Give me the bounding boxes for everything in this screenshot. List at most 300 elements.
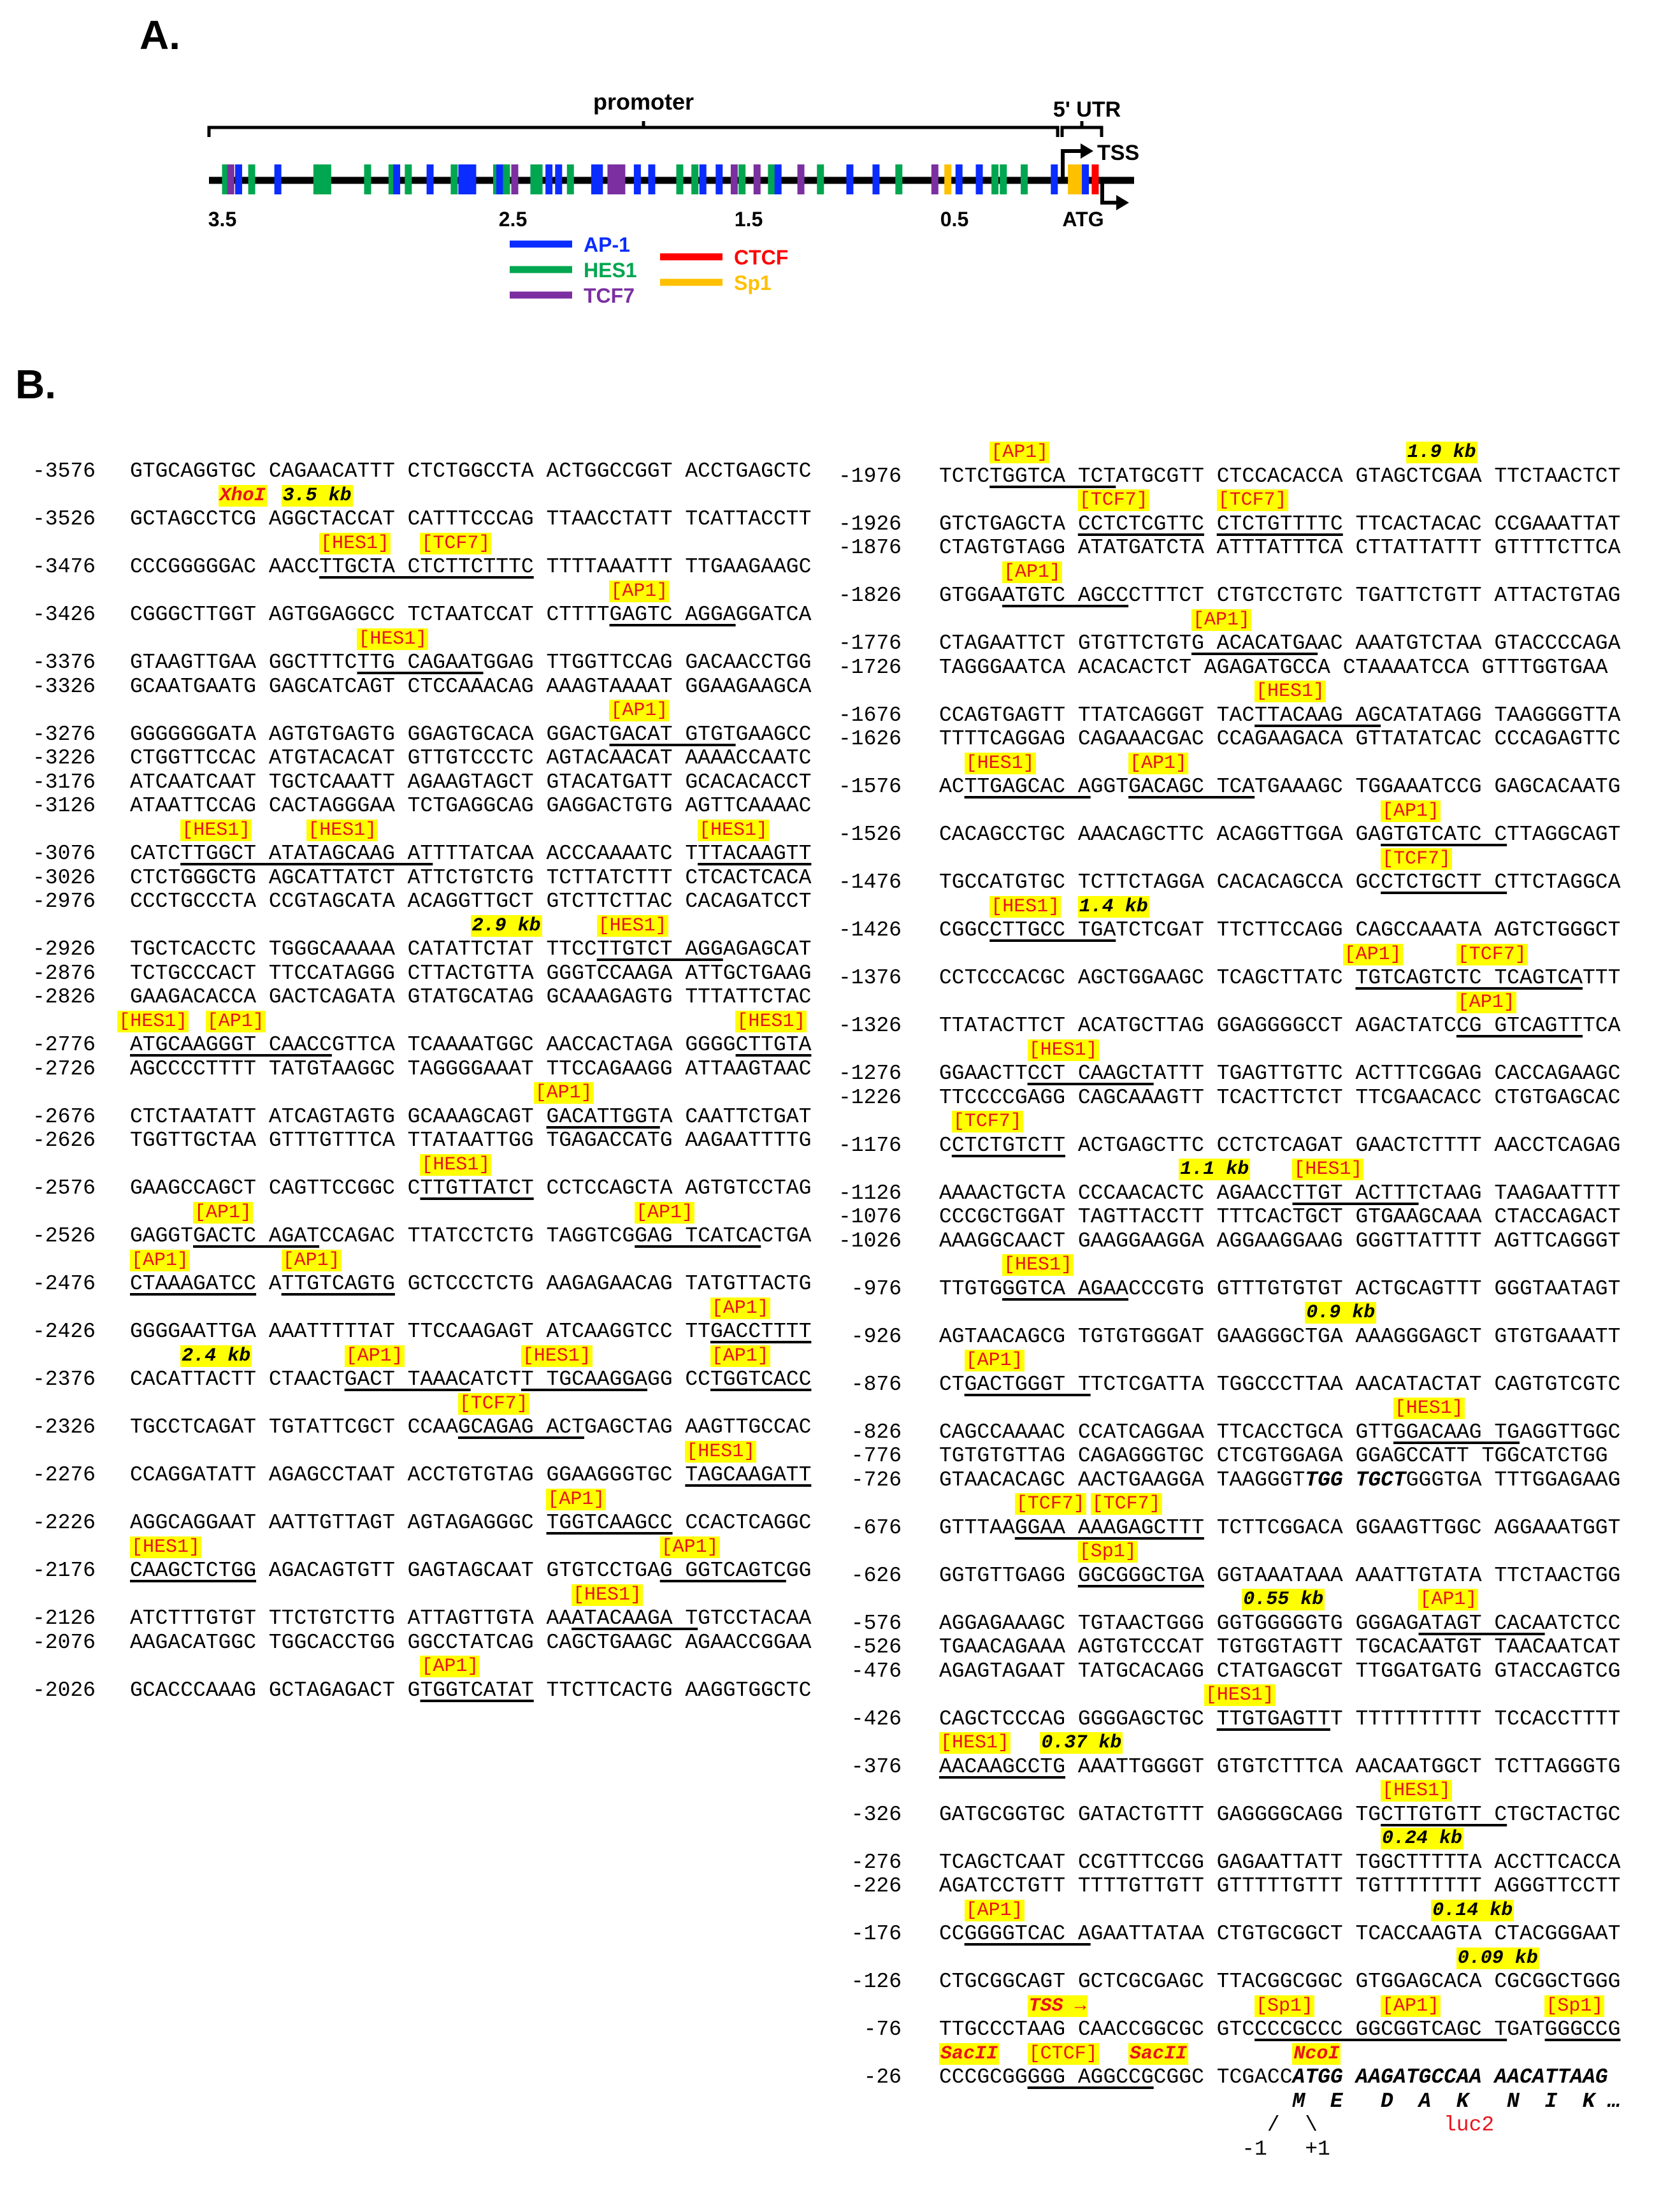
sequence-text: ATCTTTGTGT TTCTGTCTTG ATTAGTTGTA AAATACAAGA TGTCCTACAA [130,1607,812,1630]
legend-label: CTCF [734,246,789,269]
sequence-text: AAAACTGCTA CCCAACACTC AGAACCTTGT ACTTTCTAAG TAAGAATTTT [939,1181,1621,1205]
position-number: -626 [851,1563,902,1587]
sequence-line [0,507,828,531]
position-number: -426 [851,1707,902,1731]
axis-tick-label: 1.5 [734,208,763,231]
sequence-line [0,1511,828,1535]
position-number: -26 [863,2065,902,2089]
sequence-text: TTGCCCTAAG CAACCGGCGC GTCCCCGCCC GGCGGTCAGC TGATGGGCCG [939,2018,1621,2041]
annotation-row [828,1826,1661,1851]
sequence-line [828,1277,1661,1301]
position-number: -1676 [838,703,902,727]
binding-site-label: [AP1] [1382,1995,1440,2017]
sequence-line [828,1134,1661,1158]
annotation-row [828,1540,1661,1564]
distance-label: 2.4 kb [182,1345,251,1367]
distance-label: 0.24 kb [1382,1828,1463,1849]
binding-site-label: [AP1] [345,1345,403,1367]
amino-acid: K [1582,2089,1595,2113]
atg-arrowhead-icon [1116,195,1129,210]
site-bar-ap-1 [496,164,503,194]
sequence-text: ACTTGAGCAC AGGTGACAGC TCATGAAAGC TGGAAATCCG GAGCACAATG [939,775,1621,799]
sequence-text: TGGTTGCTAA GTTTGTTTCA TTATAATTGG TGAGACCATG AAGAATTTTG [130,1129,812,1152]
annotation-row [0,579,828,604]
site-bar-hes1 [503,164,510,194]
sequence-text: TCAGCTCAAT CCGTTTCCGG GAGAATTATT TGGCTTTTTA ACCTTCACCA [939,1850,1621,1874]
position-number: -3576 [32,459,96,483]
sequence-line [828,1229,1661,1254]
position-number: -2476 [32,1272,96,1296]
position-number: -476 [851,1659,902,1683]
annotation-row [828,608,1661,632]
sequence-text: GGGGGGGATA AGTGTGAGTG GGAGTGCACA GGACTGACAT GTGTGAAGCC [130,722,812,746]
panel-a-label: A. [140,12,180,58]
utr-label: 5' UTR [1053,98,1121,122]
sequence-line [0,1176,828,1201]
binding-site-label: [AP1] [965,1350,1023,1371]
sequence-line [828,1612,1661,1636]
sequence-text: GTAAGTTGAA GGCTTTCTTG CAGAATGGAG TTGGTTCCAG GACAACCTGG [130,651,812,674]
sequence-text: CGGCCTTGCC TGATCTCGAT TTCTTCCAGG CAGCCAAATA AGTCTGGGCT [939,918,1621,942]
annotation-row [0,1009,828,1034]
binding-site-label: [AP1] [636,1201,694,1224]
sequence-text: CAGCTCCCAG GGGGAGCTGC TTGTGAGTTT TTTTTTTTTT TCCACCTTTT [939,1707,1621,1731]
site-bar-ap-1 [1082,164,1089,194]
annotation-row [0,1535,828,1559]
binding-site-label: [AP1] [1344,943,1402,965]
axis-tick-label: 0.5 [940,208,969,231]
site-bar-ap-1 [545,164,552,194]
position-number: -1926 [838,512,902,536]
position-number: -3226 [32,746,96,770]
sequence-line [0,746,828,770]
annotation-row [828,1301,1661,1325]
site-bar-ap-1 [956,164,963,194]
binding-site-label: [HES1] [522,1345,591,1367]
site-bar-ctcf [1091,164,1098,194]
binding-site-label: [HES1] [965,752,1035,774]
sequence-text: AAAGGCAACT GAAGGAAGGA AGGAAGGAAG GGGTTATTTT AGTTCAGGGT [939,1229,1621,1253]
site-bar-ap-1 [715,164,723,194]
position-number: -2026 [32,1678,96,1702]
sequence-text: TAGGGAATCA ACACACTCT AGAGATGCCA CTAAAATCCA GTTTGGTGAA [939,655,1608,679]
restriction-site-label: NcoI [1293,2042,1340,2065]
sequence-line [828,1086,1661,1110]
binding-site-label: [HES1] [1205,1684,1274,1706]
position-number: -926 [851,1324,902,1348]
position-number: -1376 [838,966,902,990]
position-number: -376 [851,1754,902,1779]
site-bar-tcf7 [731,164,738,194]
sequence-text: AACAAGCCTG AAATTGGGGT GTGTCTTTCA AACAATGGCT TCTTAGGGTG [939,1754,1621,1779]
site-bar-hes1 [676,164,683,194]
sequence-line [828,1659,1661,1684]
site-bar-sp1 [944,164,951,194]
site-bar-ap-1 [596,164,603,194]
amino-acid: I [1544,2089,1558,2113]
sequence-line [0,1224,828,1248]
distance-label: 0.55 kb [1243,1589,1324,1610]
junction-mark: / [1267,2113,1280,2137]
position-number: -1126 [838,1181,902,1205]
position-number: -126 [851,1970,902,1993]
annotation-row [0,1081,828,1105]
sequence-line [828,823,1661,847]
distance-label: 0.37 kb [1041,1732,1122,1754]
sequence-line [0,603,828,627]
binding-site-label: [AP1] [711,1297,769,1319]
binding-site-label: [HES1] [131,1536,201,1558]
position-number: -2326 [32,1415,96,1439]
annotation-row [828,847,1661,871]
sequence-line [0,842,828,866]
restriction-site-label: XhoI [219,484,266,507]
sequence-line [0,675,828,699]
site-bar-hes1 [1000,164,1007,194]
sequence-text: TGCTCACCTC TGGGCAAAAA CATATTCTAT TTCCTTGTCT AGGAGAGCAT [130,937,812,961]
sequence-text: CTGACTGGGT TTCTCGATTA TGGCCCTTAA AACATACTAT CAGTGTCGTC [939,1372,1621,1396]
sequence-line [828,1420,1661,1445]
site-bar-ap-1 [393,164,400,194]
distance-label: 1.4 kb [1079,895,1148,918]
binding-site-label: [HES1] [308,819,377,841]
site-bar-hes1 [691,164,698,194]
sequence-text: TGCCTCAGAT TGTATTCGCT CCAAGCAGAG ACTGAGCTAG AAGTTGCCAC [130,1415,812,1439]
sequence-text: CTGCGGCAGT GCTCGCGAGC TTACGGCGGC GTGGAGCACA CGCGGCTGGG [939,1970,1621,1993]
site-bar-hes1 [817,164,824,194]
position-number: -176 [851,1922,902,1946]
position-number: -976 [851,1276,902,1301]
sequence-text: CTCTAATATT ATCAGTAGTG GCAAAGCAGT GACATTGGTA CAATTCTGAT [130,1104,812,1129]
position-number: -2726 [32,1057,96,1081]
sequence-line [0,1320,828,1344]
binding-site-label: [AP1] [711,1345,769,1367]
annotation-row [828,1587,1661,1612]
site-bar-ap-1 [275,164,282,194]
position-number: -2576 [32,1176,96,1200]
site-bar-tcf7 [931,164,938,194]
binding-site-label: [AP1] [1193,609,1251,631]
sequence-text: TTTTCAGGAG CAGAAACGAC CCAGAAGACA GTTATATCAC CCCAGAGTTC [939,727,1621,751]
site-bar-ap-1 [775,164,782,194]
position-number: -2126 [32,1607,96,1630]
binding-site-label: [AP1] [1420,1589,1478,1610]
utr-bracket [1062,121,1102,137]
distance-label: 0.14 kb [1432,1899,1513,1921]
sequence-text: CCTCCCACGC AGCTGGAAGC TCAGCTTATC TGTCAGTCTC TCAGTCATTT [939,966,1621,990]
annotation-row [0,484,828,508]
sequence-line [0,459,828,484]
site-bar-hes1 [895,164,902,194]
sequence-text: GCTAGCCTCG AGGCTACCAT CATTTCCCAG TTAACCTATT TCATTACCTT [130,507,812,531]
binding-site-label: [AP1] [965,1899,1023,1921]
position-number: -1876 [838,536,902,560]
sequence-line [0,723,828,747]
sequence-text: GTGCAGGTGC CAGAACATTT CTCTGGCCTA ACTGGCCGGT ACCTGAGCTC [130,459,812,483]
annotation-row [0,1248,828,1273]
site-bar-tcf7 [754,164,761,194]
sequence-line [828,775,1661,799]
position-number: -1826 [838,584,902,607]
position-number: -2776 [32,1033,96,1057]
gene-label: luc2 [1444,2113,1495,2137]
binding-site-label: [TCF7] [1091,1493,1161,1515]
sequence-text: GTCTGAGCTA CCTCTCGTTC CTCTGTTTTC TTCACTACAC CCGAAATTAT [939,512,1621,536]
sequence-text: ATCAATCAAT TGCTCAAATT AGAAGTAGCT GTACATGATT GCACACACCT [130,770,812,794]
sequence-text: CTCTGGGCTG AGCATTATCT ATTCTGTCTG TCTTATCTTT CTCACTCACA [130,865,812,890]
annotation-row [0,627,828,651]
position-number: -226 [851,1874,902,1898]
position-number: -2526 [32,1224,96,1248]
annotation-row [828,1683,1661,1707]
annotation-row [828,488,1661,512]
sequence-text: CAGCCAAAAC CCATCAGGAA TTCACCTGCA GTTGGACAAG TGAGGTTGGC [939,1420,1621,1444]
annotation-row [0,1296,828,1320]
position-number: -76 [863,2018,902,2041]
sequence-line [0,937,828,962]
position-number: -1726 [838,655,902,679]
sequence-text: CGGGCTTGGT AGTGGAGGCC TCTAATCCAT CTTTTGAGTC AGGAGGATCA [130,603,812,626]
binding-site-label: [HES1] [182,819,251,841]
binding-site-label: [Sp1] [1079,1541,1137,1563]
position-number: -1526 [838,823,902,846]
site-bar-tcf7 [798,164,805,194]
annotation-row [828,1253,1661,1277]
restriction-site-label: TSS → [1028,1995,1086,2017]
binding-site-label: [HES1] [686,1440,756,1463]
sequence-text: GAGGTGACTC AGATCCAGAC TTATCCTCTG TAGGTCGGAG TCATCACTGA [130,1224,812,1248]
position-number: -1476 [838,871,902,894]
position-number: -1626 [838,727,902,751]
sequence-text: CTAGAATTCT GTGTTCTGTG ACACATGAAC AAATGTCTAA GTACCCCAGA [939,632,1621,655]
binding-site-label: [HES1] [1394,1398,1463,1419]
annotation-row [828,799,1661,823]
annotation-row [0,818,828,842]
sequence-line [0,1559,828,1583]
sequence-text: CCAGGATATT AGAGCCTAAT ACCTGTGTAG GGAAGGGTGC TAGCAAGATT [130,1463,812,1487]
position-number: -726 [851,1468,902,1492]
sequence-line [0,866,828,890]
distance-label: 0.09 kb [1457,1947,1538,1969]
position-number: -3076 [32,842,96,865]
position-number: -276 [851,1850,902,1874]
restriction-site-label: SacII [940,2042,998,2065]
sequence-line [828,1205,1661,1229]
sequence-line [828,632,1661,656]
site-bar-hes1 [313,164,331,194]
binding-site-label: [AP1] [131,1249,189,1271]
amino-acid: … [1607,2089,1621,2113]
sequence-text: TCTCTGGTCA TCTATGCGTT CTCCACACCA GTAGCTCGAA TTCTAACTCT [939,464,1621,488]
position-number: -576 [851,1611,902,1635]
sequence-line [0,1631,828,1655]
sequence-line [0,985,828,1009]
sequence-line [0,770,828,795]
sequence-text: AGATCCTGTT TTTTGTTGTT GTTTTTGTTT TGTTTTTTTT AGGGTTCCTT [939,1874,1621,1898]
annotation-row [0,531,828,556]
sequence-line [828,465,1661,489]
annotation-row [0,1201,828,1225]
sequence-text: GCACCCAAAG GCTAGAGACT GTGGTCATAT TTCTTCACTG AAGGTGGCTC [130,1678,812,1702]
annotation-row [828,1731,1661,1755]
amino-acid: M [1292,2089,1305,2113]
sequence-text: CCCGGGGGAC AACCTTGCTA CTCTTCTTTC TTTTAAATTT TTGAAGAAGC [130,555,812,579]
binding-site-label: [HES1] [358,628,428,650]
position-number: -676 [851,1515,902,1540]
binding-site-label: [HES1] [421,1153,491,1176]
site-bar-ap-1 [976,164,983,194]
sequence-text: TCTGCCCACT TTCCATAGGG CTTACTGTTA GGGTCCAAGA ATTGCTGAAG [130,961,812,985]
sequence-text: CTGGTTCCAC ATGTACACAT GTTGTCCCTC AGTACAACAT AAAACCAATC [130,746,812,770]
sequence-line [828,1851,1661,1875]
sequence-text: TGTGTGTTAG CAGAGGGTGC CTCGTGGAGA GGAGCCATT TGGCATCTGG [939,1444,1608,1468]
binding-site-label: [HES1] [699,819,768,841]
distance-label: 0.9 kb [1306,1302,1376,1324]
position-number: -3526 [32,507,96,531]
binding-site-label: [HES1] [598,914,667,937]
legend-label: TCF7 [584,284,635,307]
sequence-line [828,584,1661,608]
position-number: -1026 [838,1229,902,1253]
legend-label: AP-1 [584,233,630,256]
sequence-text: AGAGTAGAAT TATGCACAGG CTATGAGCGT TTGGATGATG GTACCAGTCG [939,1659,1621,1683]
sequence-line [828,1325,1661,1349]
sequence-line [0,1033,828,1057]
binding-site-label: [HES1] [1293,1159,1363,1180]
sequence-text: GAAGCCAGCT CAGTTCCGGC CTTGTTATCT CCTCCAGCTA AGTGTCCTAG [130,1176,812,1200]
sequence-text: AGGAGAAAGC TGTAACTGGG GGTGGGGGTG GGGAGATAGT CACAATCTCC [939,1611,1621,1635]
sequence-text: TGAACAGAAA AGTGTCCCAT TGTGGTAGTT TGCACAATGT TAACAATCAT [939,1635,1621,1659]
binding-site-label: [HES1] [1382,1780,1451,1802]
binding-site-label: [AP1] [206,1010,264,1032]
sequence-line [828,1803,1661,1827]
sequence-text: CAAGCTCTGG AGACAGTGTT GAGTAGCAAT GTGTCCTGAG GGTCAGTCGG [130,1559,812,1582]
site-bar-tcf7 [511,164,518,194]
sequence-line [0,1057,828,1081]
position-number: -326 [851,1802,902,1826]
position-number: -2076 [32,1630,96,1654]
amino-acid-row [828,2090,1661,2114]
annotation-row [828,990,1661,1015]
sequence-text: GGGGAATTGA AAATTTTTAT TTCCAAGAGT ATCAAGGTCC TTGACCTTTT [130,1320,812,1343]
annotation-row [0,1583,828,1607]
site-bar-ap-1 [458,164,476,194]
promoter-map [0,0,1661,331]
site-bar-ap-1 [872,164,879,194]
sequence-line [0,1272,828,1296]
position-number: -1576 [838,775,902,799]
annotation-row [828,1157,1661,1182]
binding-site-label: [HES1] [1003,1254,1073,1276]
position-number: -3176 [32,770,96,794]
binding-site-label: [AP1] [1003,561,1061,583]
sequence-text: TTGTGGGTCA AGAACCCGTG GTTTGTGTGT ACTGCAGTTT GGGTAATAGT [939,1276,1621,1301]
amino-acid: K [1456,2089,1469,2113]
amino-acid: E [1330,2089,1343,2113]
sequence-line [828,1516,1661,1540]
annotation-row [828,1946,1661,1970]
annotation-row [828,1779,1661,1803]
annotation-row [0,1654,828,1679]
annotation-row [828,1038,1661,1062]
annotation-row [0,1440,828,1464]
binding-site-label: [HES1] [1256,681,1325,702]
sequence-line [828,2018,1661,2042]
amino-acid: N [1507,2089,1520,2113]
sequence-line [828,966,1661,990]
sequence-line [828,1564,1661,1588]
sequence-line [828,871,1661,895]
sequence-text: TTATACTTCT ACATGCTTAG GGAGGGGCCT AGACTATCCG GTCAGTTTCA [939,1014,1621,1037]
sequence-text: CCAGTGAGTT TTATCAGGGT TACTTACAAG AGCATATAGG TAAGGGGTTA [939,703,1621,727]
sequence-text: CACATTACTT CTAACTGACT TAAACATCTT TGCAAGGAGG CCTGGTCACC [130,1368,812,1391]
legend-label: Sp1 [734,271,772,294]
sequence-column-right [828,440,1661,2161]
sequence-line [0,1679,828,1703]
binding-site-label: [HES1] [1028,1039,1098,1061]
sequence-text: GGTGTTGAGG GGCGGGCTGA GGTAAATAAA AAATTGTATA TTCTAACTGG [939,1563,1621,1587]
tss-arrowhead-icon [1081,143,1093,159]
binding-site-label: [AP1] [282,1249,340,1271]
sequence-text: ATAATTCCAG CACTAGGGAA TCTGAGGCAG GAGGACTGTG AGTTCAAAAC [130,794,812,818]
position-number: -2976 [32,890,96,913]
binding-site-label: [HES1] [940,1732,1010,1754]
position-number: -2826 [32,985,96,1009]
sequence-text: GTAACACAGC AACTGAAGGA TAAGGGTTGG TGCTGGGTGA TTTGGAGAAG [939,1468,1621,1492]
junction-number: +1 [1305,2137,1330,2161]
binding-site-label: [TCF7] [1016,1493,1085,1515]
binding-site-label: [TCF7] [459,1392,528,1415]
site-bar-ap-1 [427,164,434,194]
position-number: -3476 [32,555,96,579]
annotation-row [828,1898,1661,1923]
sequence-text: GATGCGGTGC GATACTGTTT GAGGGGCAGG TGCTTGTGTT CTGCTACTGC [939,1802,1621,1826]
sequence-line [828,1874,1661,1898]
binding-site-label: [AP1] [610,580,668,602]
annotation-row [828,1492,1661,1516]
binding-site-label: [TCF7] [1218,489,1287,511]
sequence-line [0,890,828,914]
sequence-line [0,651,828,675]
annotation-row [828,751,1661,776]
position-number: -1976 [838,464,902,488]
sequence-text: CTAGTGTAGG ATATGATCTA ATTTATTTCA CTTATTATTT GTTTTCTTCA [939,536,1621,560]
axis-tick-label: 3.5 [208,208,237,231]
sequence-line [828,1707,1661,1731]
site-bar-ap-1 [648,164,655,194]
position-number: -1276 [838,1062,902,1085]
position-number: -2376 [32,1368,96,1391]
sequence-line [828,918,1661,943]
atg-label: ATG [1062,208,1104,231]
binding-site-label: [TCF7] [1079,489,1148,511]
restriction-site-label: SacII [1130,2042,1188,2065]
binding-site-label: [TCF7] [953,1111,1022,1132]
sequence-line [828,536,1661,560]
position-number: -1076 [838,1205,902,1229]
position-number: -3126 [32,794,96,818]
sequence-line [828,1444,1661,1468]
annotation-row [828,1110,1661,1134]
annotation-row [828,2042,1661,2066]
annotation-row [0,1392,828,1416]
sequence-text: CACAGCCTGC AAACAGCTTC ACAGGTTGGA GAGTGTCATC CTTAGGCAGT [939,823,1621,846]
sequence-line [0,1415,828,1440]
sequence-line [0,1129,828,1153]
promoter-bracket [209,121,1058,137]
position-number: -876 [851,1372,902,1396]
sequence-line [828,1373,1661,1397]
